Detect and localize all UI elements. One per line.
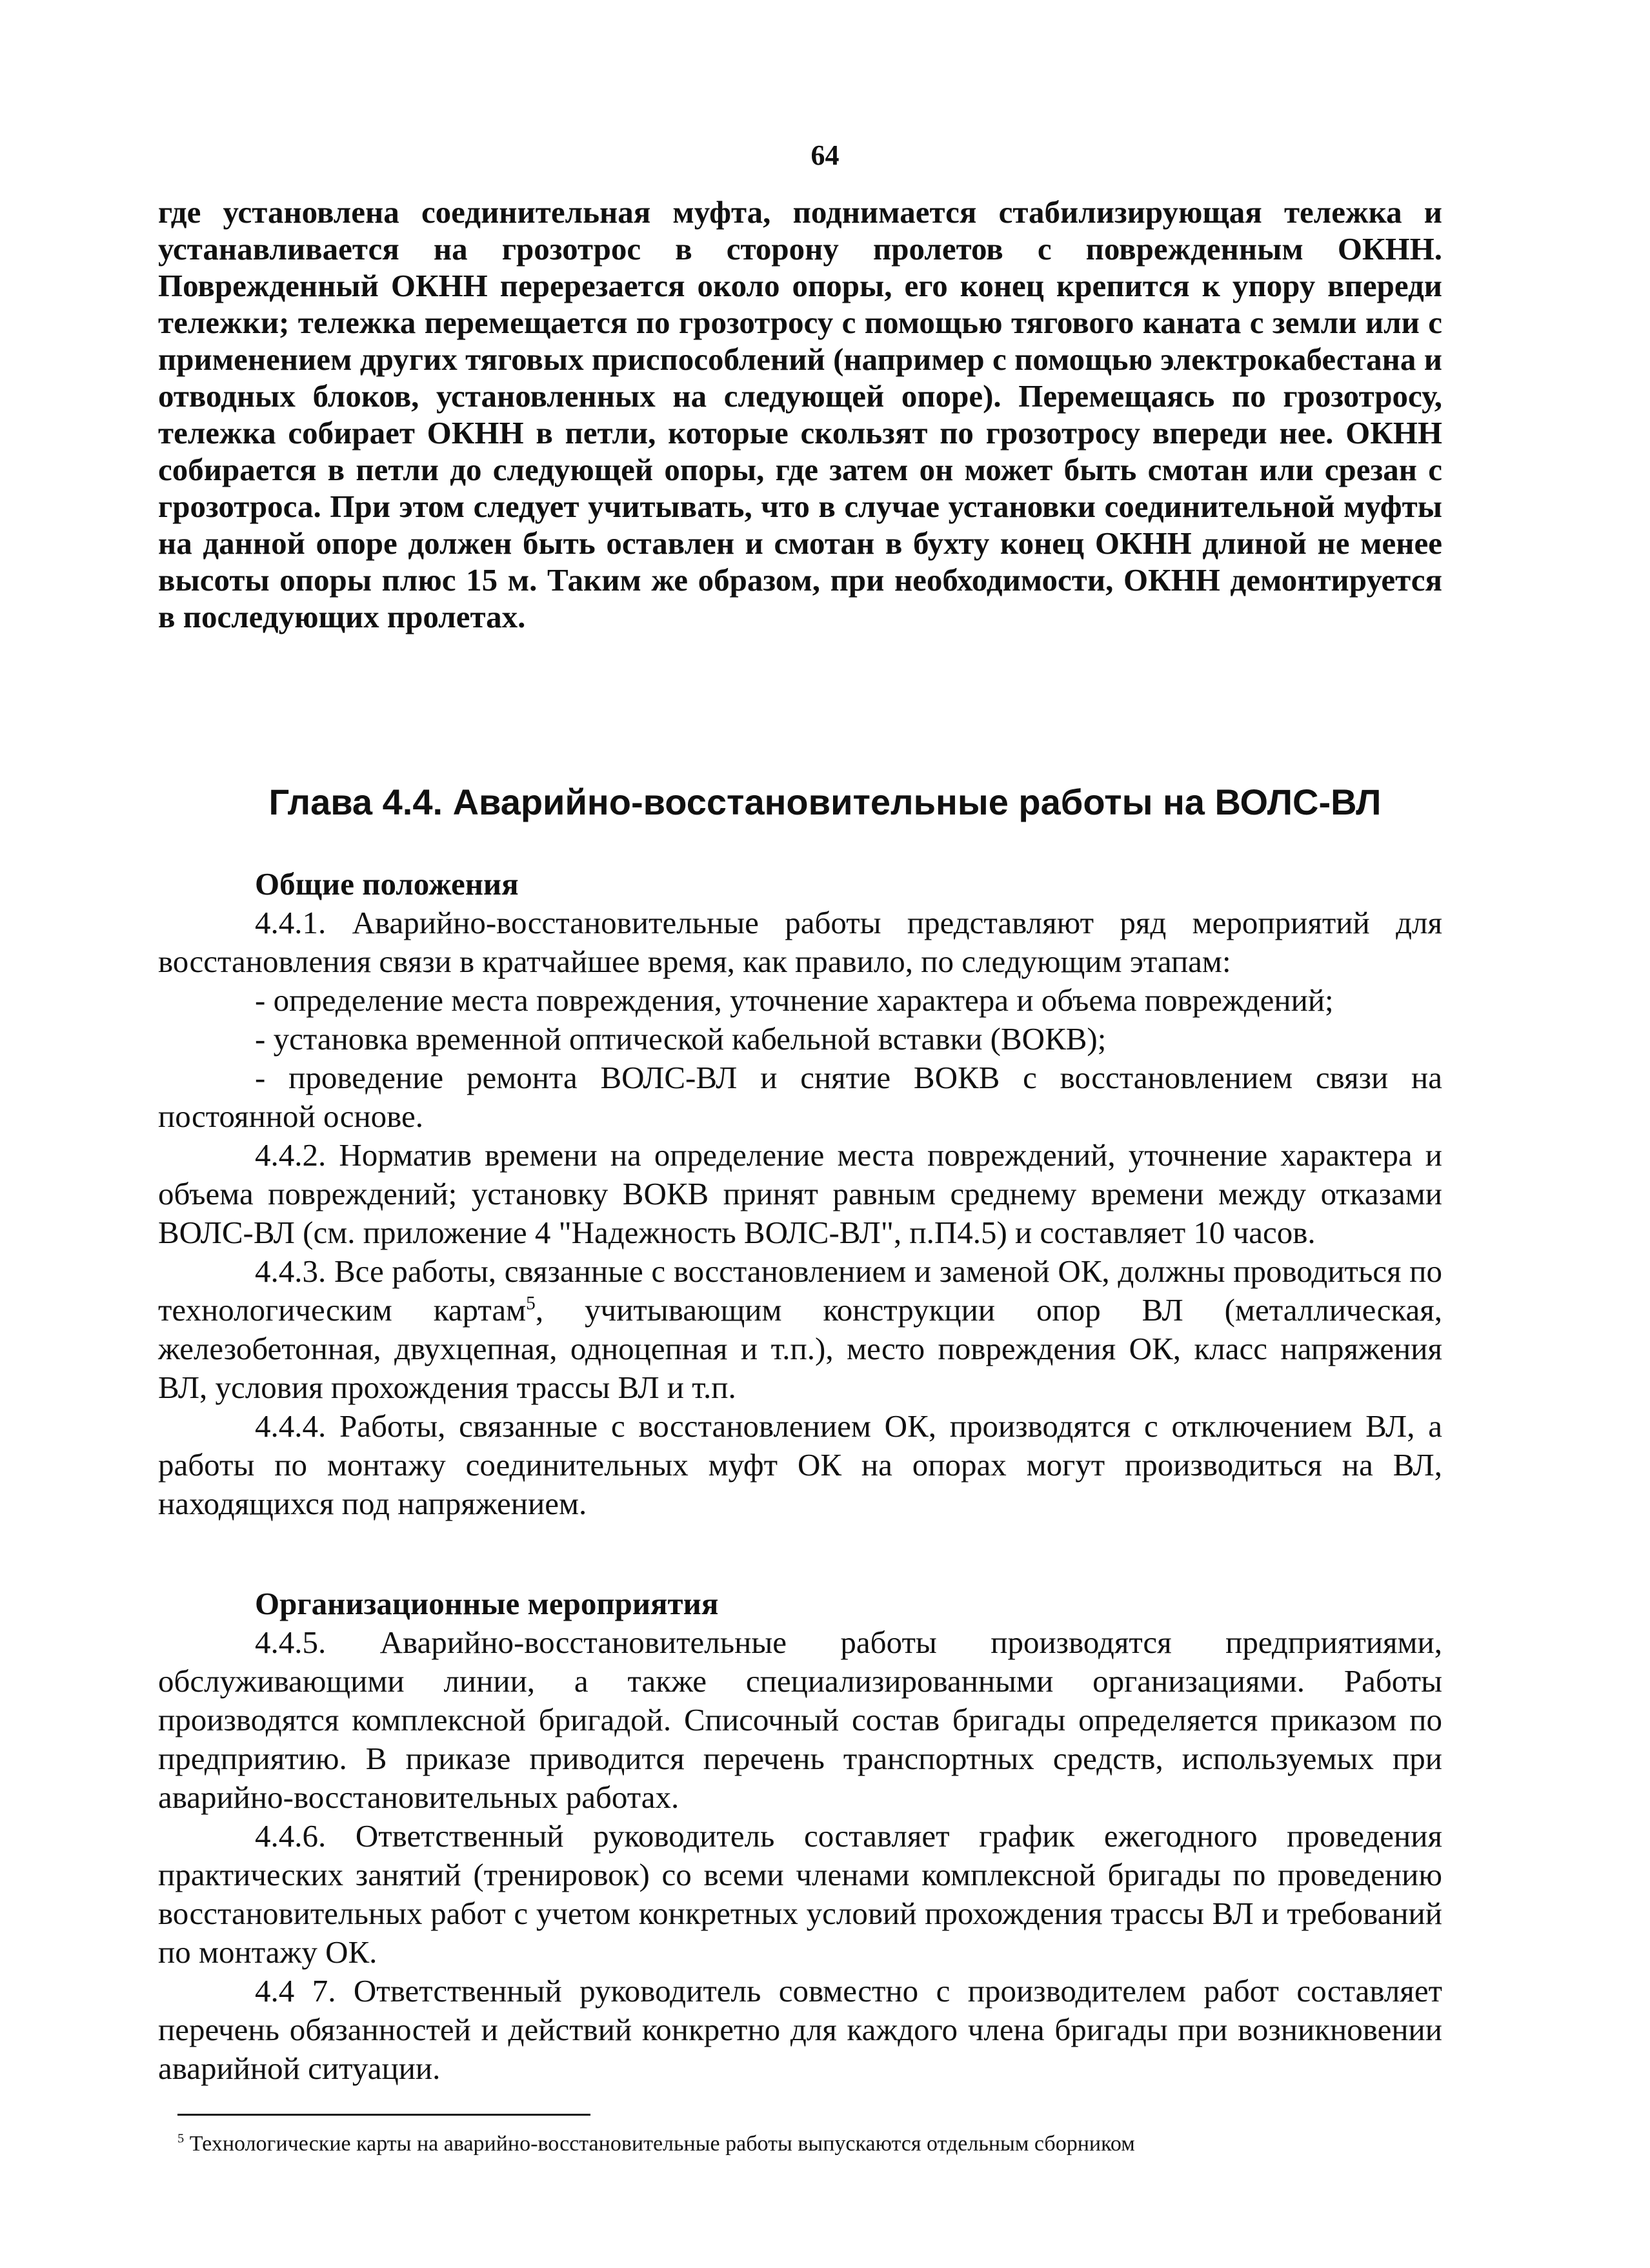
list-item-3: - проведение ремонта ВОЛС-ВЛ и снятие ВОКВ с восстановлением связи на постоянной основе. bbox=[158, 1060, 1442, 1134]
footnote bbox=[177, 2130, 1462, 2158]
chapter-title: Глава 4.4. Аварийно-восстановительные работы на ВОЛС-ВЛ bbox=[268, 782, 1382, 822]
paragraph-4-4-5: 4.4.5. Аварийно-восстановительные работы производятся предприятиями, обслуживающими линии, а также специализированными организациями. Работы производятся комплексной бригадой. Списочный состав бригады определяется приказом по предприятию. В приказе приводится перечень транспортных средств, используемых при аварийно-восстановительных работах. bbox=[158, 1625, 1442, 1815]
page-number: 64 bbox=[810, 139, 840, 171]
footnote-divider bbox=[177, 2114, 590, 2116]
paragraph-4-4-3-end: , учитывающим конструкции опор ВЛ (металлическая, железобетонная, двухцепная, одноцепная и т.п.), место повреждения ОК, класс напряжения ВЛ, условия прохождения трассы ВЛ и т.п. bbox=[158, 1292, 1443, 1405]
footnote-reference: 5 bbox=[526, 1293, 536, 1314]
list-item-2: - установка временной оптической кабельной вставки (ВОКВ); bbox=[255, 1021, 1107, 1057]
paragraph-4-4-3-start: 4.4.3. Все работы, связанные с восстановлением и заменой ОК, должны проводиться по технологическим картам bbox=[158, 1253, 1442, 1328]
intro-paragraph bbox=[158, 194, 1442, 635]
footnote-mark: 5 bbox=[177, 2131, 185, 2146]
paragraph-4-4-1: 4.4.1. Аварийно-восстановительные работы представляют ряд мероприятий для восстановления связи в кратчайшее время, как правило, по следующим этапам: bbox=[158, 905, 1442, 979]
section-heading-general: Общие положения bbox=[255, 866, 519, 902]
list-item-1: - определение места повреждения, уточнение характера и объема повреждений; bbox=[255, 982, 1334, 1018]
paragraph-4-4-2: 4.4.2. Норматив времени на определение места повреждений, уточнение характера и объема повреждений; установку ВОКВ принят равным среднему времени между отказами ВОЛС-ВЛ (см. приложение 4 "Надежность ВОЛС-ВЛ", п.П4.5) и составляет 10 часов. bbox=[158, 1137, 1442, 1250]
section-heading-organizational: Организационные мероприятия bbox=[255, 1586, 719, 1621]
section-general bbox=[158, 865, 1442, 1523]
footnote-text: Технологические карты на аварийно-восстановительные работы выпускаются отдельным сборником bbox=[184, 2132, 1135, 2156]
intro-text: где установлена соединительная муфта, поднимается стабилизирующая тележка и устанавливается на грозотрос в сторону пролетов с поврежденным ОКНН. Поврежденный ОКНН перерезается около опоры, его конец крепится к упору впереди тележки; тележка перемещается по грозотросу с помощью тягового каната с земли или с применением других тяговых приспособлений (например с помощью электрокабестана и отводных блоков, установленных на следующей опоре). Перемещаясь по грозотросу, тележка собирает ОКНН в петли, которые скользят по грозотросу впереди нее. ОКНН собирается в петли до следующей опоры, где затем он может быть смотан или срезан с грозотроса. При этом следует учитывать, что в случае установки соединительной муфты на данной опоре должен быть оставлен и смотан в бухту конец ОКНН длиной не менее высоты опоры плюс 15 м. Таким же образом, при необходимости, ОКНН демонтируется в последующих пролетах. bbox=[158, 194, 1442, 634]
paragraph-4-4-3 bbox=[158, 1252, 1442, 1407]
paragraph-4-4-7: 4.4 7. Ответственный руководитель совместно с производителем работ составляет перечень обязанностей и действий конкретно для каждого члена бригады при возникновении аварийной ситуации. bbox=[158, 1973, 1442, 2086]
paragraph-4-4-6: 4.4.6. Ответственный руководитель составляет график ежегодного проведения практических занятий (тренировок) со всеми членами комплексной бригады по проведению восстановительных работ с учетом конкретных условий прохождения трассы ВЛ и требований по монтажу ОК. bbox=[158, 1818, 1442, 1970]
section-organizational bbox=[158, 1585, 1442, 2088]
paragraph-4-4-4: 4.4.4. Работы, связанные с восстановлением ОК, производятся с отключением ВЛ, а работы по монтажу соединительных муфт ОК на опорах могут производиться на ВЛ, находящихся под напряжением. bbox=[158, 1408, 1442, 1521]
